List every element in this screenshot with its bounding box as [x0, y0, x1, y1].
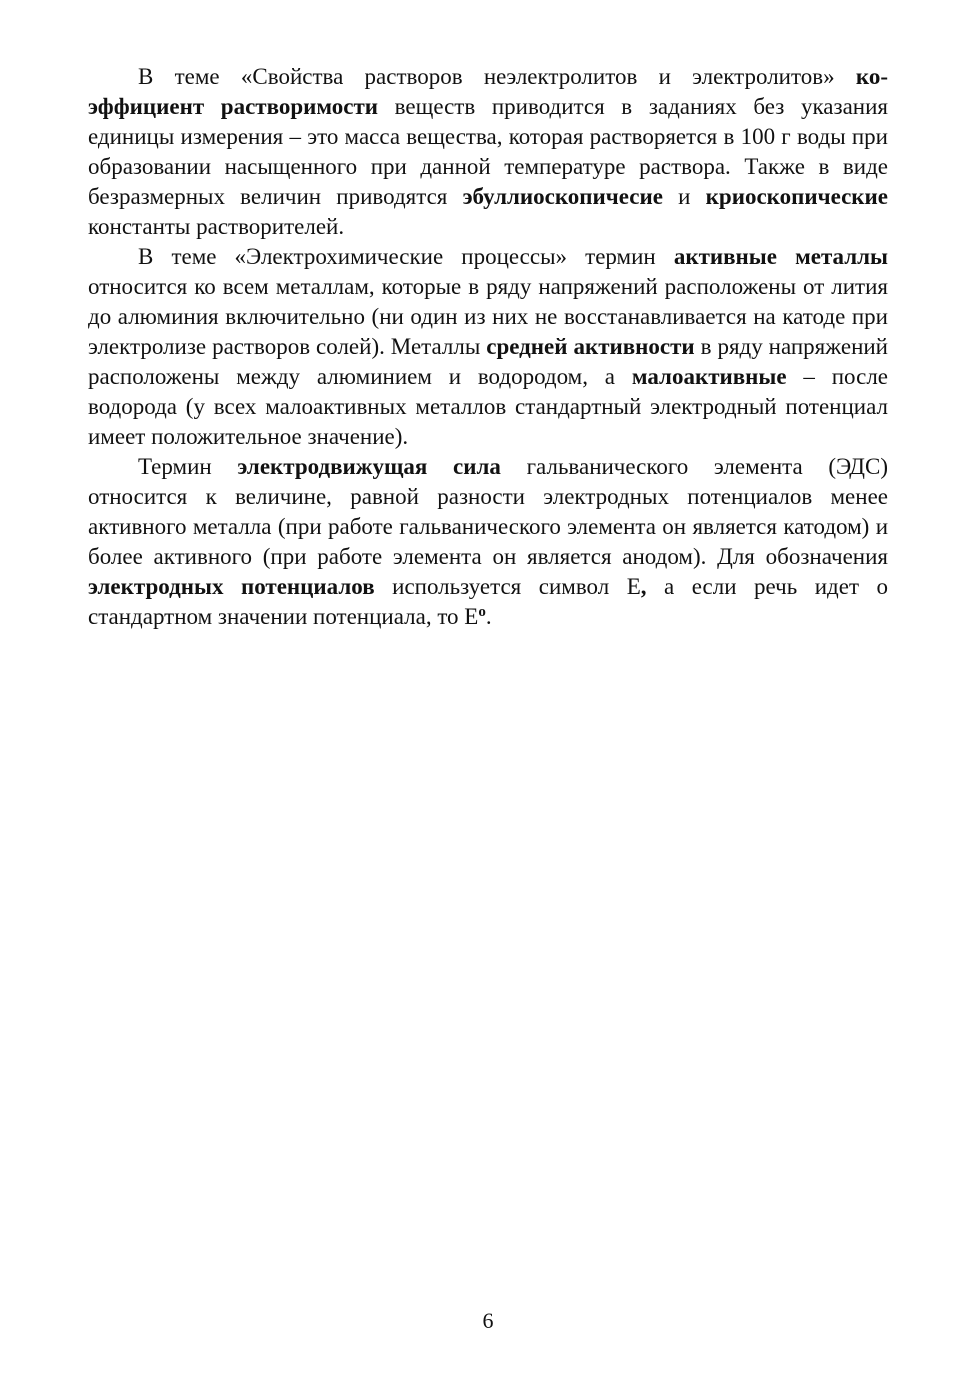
term-emf: электродвижущая сила [237, 454, 501, 479]
text-segment: и [662, 184, 706, 209]
text-segment: . [485, 604, 492, 629]
text-segment: константы растворителей. [88, 214, 345, 239]
term-solubility-coefficient: коэффициент растворимости [88, 64, 888, 119]
text-segment: относится ко всем металлам, которые в ряду напряжений расположены от лития до алюминия включительно (ни один из них не восстанавливается на катоде при электролизе растворов солей). Металлы [88, 274, 888, 359]
text-segment: Термин [138, 454, 238, 479]
text-segment: В теме «Свойства растворов неэлектролитов и электролитов» [138, 64, 856, 89]
term-cryoscopic: криоскопические [705, 184, 888, 209]
term-low-activity: малоактивные [631, 364, 787, 389]
text-segment: а если речь идет о стандартном значении потенциала, то Е [88, 574, 888, 629]
term-ebullioscopic: эбуллиоскопичесие [462, 184, 663, 209]
term-active-metals: активные металлы [673, 244, 888, 269]
text-segment: в ряду напряжений расположены между алюминием и водородом, а [88, 334, 888, 389]
term-medium-activity: средней активности [486, 334, 695, 359]
paragraph-metals [88, 242, 888, 452]
text-segment: В теме «Электрохимические процессы» термин [138, 244, 674, 269]
document-body [88, 62, 888, 632]
term-electrode-potentials: электродных потенциалов [88, 574, 375, 599]
page-number: 6 [482, 1308, 494, 1333]
text-segment: веществ приводится в заданиях без указания единицы измерения – это масса вещества, которая растворяется в 100 г воды при образовании насыщенного при данной температуре раствора. Также в виде безразмерных величин приводятся [88, 94, 889, 209]
text-segment: – после водорода (у всех малоактивных металлов стандартный электродный потенциал имеет положительное значение). [88, 364, 889, 449]
paragraph-emf [88, 452, 888, 632]
text-segment: гальванического элемента (ЭДС) относится к величине, равной разности электродных потенциалов менее активного металла (при работе гальванического элемента он является катодом) и более активного (при работе элемента он является анодом). Для обозначения [88, 454, 888, 569]
comma-mark: , [640, 574, 647, 599]
text-segment: используется символ Е [374, 574, 641, 599]
paragraph-solubility [88, 62, 888, 242]
standard-superscript: о [478, 604, 486, 620]
